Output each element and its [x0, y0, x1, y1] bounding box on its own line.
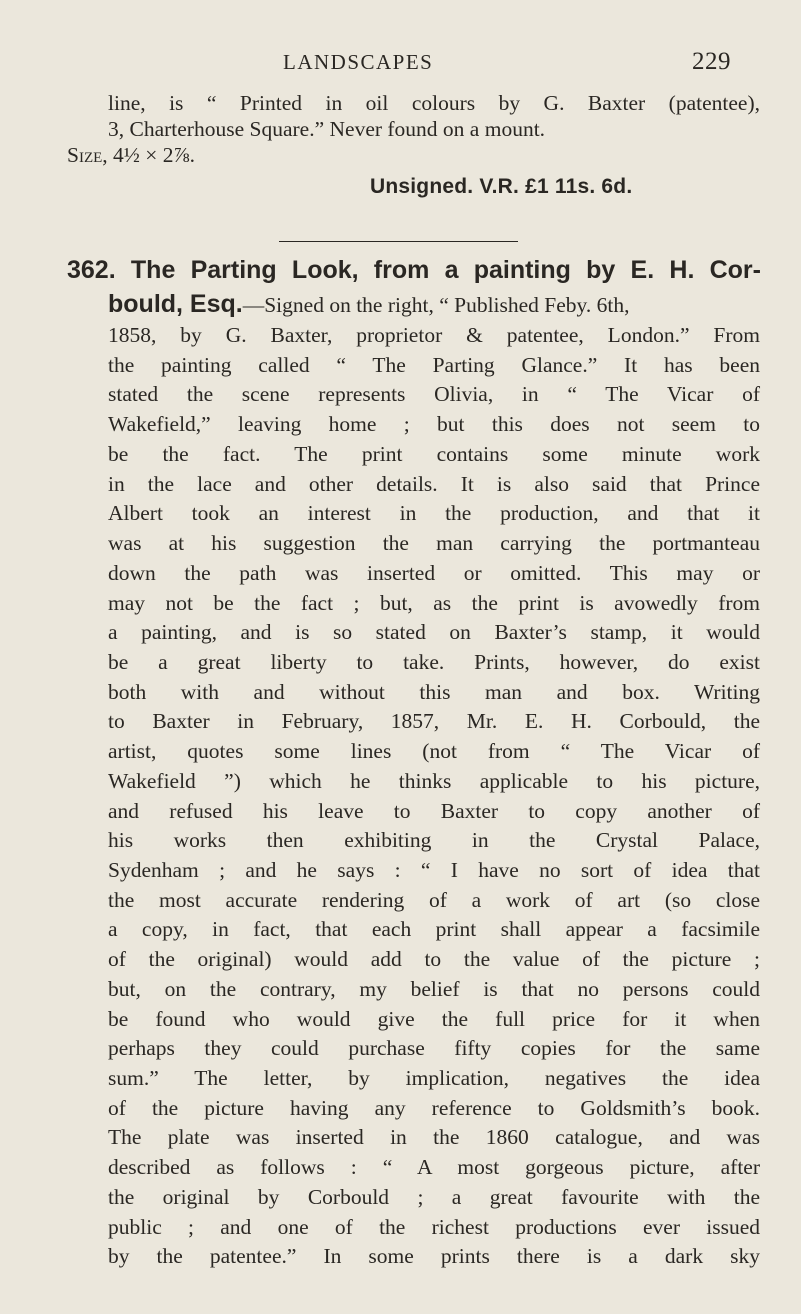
entry-signature-note: —Signed on the right, “ Published Feby. 6th,	[242, 293, 630, 317]
text-line: in the lace and other details. It is also said that Prince	[108, 471, 760, 496]
running-head	[0, 44, 801, 84]
page-number: 229	[692, 48, 731, 75]
size-value: 4½ × 2⅞.	[113, 143, 196, 167]
text-line: perhaps they could purchase fifty copies for the same	[108, 1036, 760, 1061]
running-head-title: LANDSCAPES	[283, 50, 434, 74]
text-line: described as follows : “ A most gorgeous picture, after	[108, 1155, 760, 1180]
text-line: 1858, by G. Baxter, proprietor & patentee, London.” From	[108, 323, 760, 347]
size-label: Size,	[67, 143, 108, 167]
text-line: sum.” The letter, by implication, negatives the idea	[108, 1066, 760, 1090]
text-line: be the fact. The print contains some minute work	[108, 441, 760, 466]
text-line: of the picture having any reference to Goldsmith’s book.	[108, 1095, 760, 1120]
entry-title-continued: bould, Esq.	[108, 290, 243, 318]
size-line	[67, 140, 195, 170]
text-line: the most accurate rendering of a work of art (so close	[108, 887, 760, 912]
text-line: both with and without this man and box. Writing	[108, 679, 760, 704]
text-line: and refused his leave to Baxter to copy another of	[108, 798, 760, 823]
text-line: the original by Corbould ; a great favourite with the	[108, 1184, 760, 1209]
text-line: stated the scene represents Olivia, in “ The Vicar of	[108, 382, 760, 407]
text-line: Albert took an interest in the production, and that it	[108, 501, 760, 526]
text-line: a painting, and is so stated on Baxter’s stamp, it would	[108, 620, 760, 645]
entry-heading	[67, 254, 761, 286]
text-line: Sydenham ; and he says : “ I have no sort of idea that	[108, 858, 760, 882]
text-line: artist, quotes some lines (not from “ The Vicar of	[108, 739, 760, 764]
text-line: The plate was inserted in the 1860 catalogue, and was	[108, 1125, 760, 1150]
text-line: Wakefield ”) which he thinks applicable to his picture,	[108, 768, 760, 793]
text-line: to Baxter in February, 1857, Mr. E. H. Corbould, the	[108, 709, 760, 734]
entry-number: 362.	[67, 256, 116, 284]
section-divider	[279, 241, 518, 242]
text-line: be found who would give the full price for it when	[108, 1006, 760, 1031]
text-line: was at his suggestion the man carrying the portmanteau	[108, 531, 760, 555]
text-line: but, on the contrary, my belief is that no persons could	[108, 976, 760, 1001]
text-line: down the path was inserted or omitted. This may or	[108, 560, 760, 585]
text-line: a copy, in fact, that each print shall appear a facsimile	[108, 917, 760, 942]
text-line: by the patentee.” In some prints there is a dark sky	[108, 1244, 760, 1269]
text-line: Wakefield,” leaving home ; but this does not seem to	[108, 412, 760, 437]
entry-heading-continued	[108, 288, 760, 321]
text-line: public ; and one of the richest productions ever issued	[108, 1214, 760, 1239]
text-line: the painting called “ The Parting Glance.” It has been	[108, 352, 760, 377]
entry-title: The Parting Look, from a painting by E. H. Cor-	[130, 256, 761, 284]
text-line: may not be the fact ; but, as the print is avowedly from	[108, 590, 760, 615]
text-line: his works then exhibiting in the Crystal Palace,	[108, 828, 760, 853]
text-line: 3, Charterhouse Square.” Never found on a mount.	[108, 117, 546, 141]
text-line: of the original) would add to the value of the picture ;	[108, 947, 760, 972]
signature-price-line: Unsigned. V.R. £1 11s. 6d.	[370, 175, 633, 198]
text-line: be a great liberty to take. Prints, however, do exist	[108, 649, 760, 674]
text-line: line, is “ Printed in oil colours by G. Baxter (patentee),	[108, 91, 760, 115]
